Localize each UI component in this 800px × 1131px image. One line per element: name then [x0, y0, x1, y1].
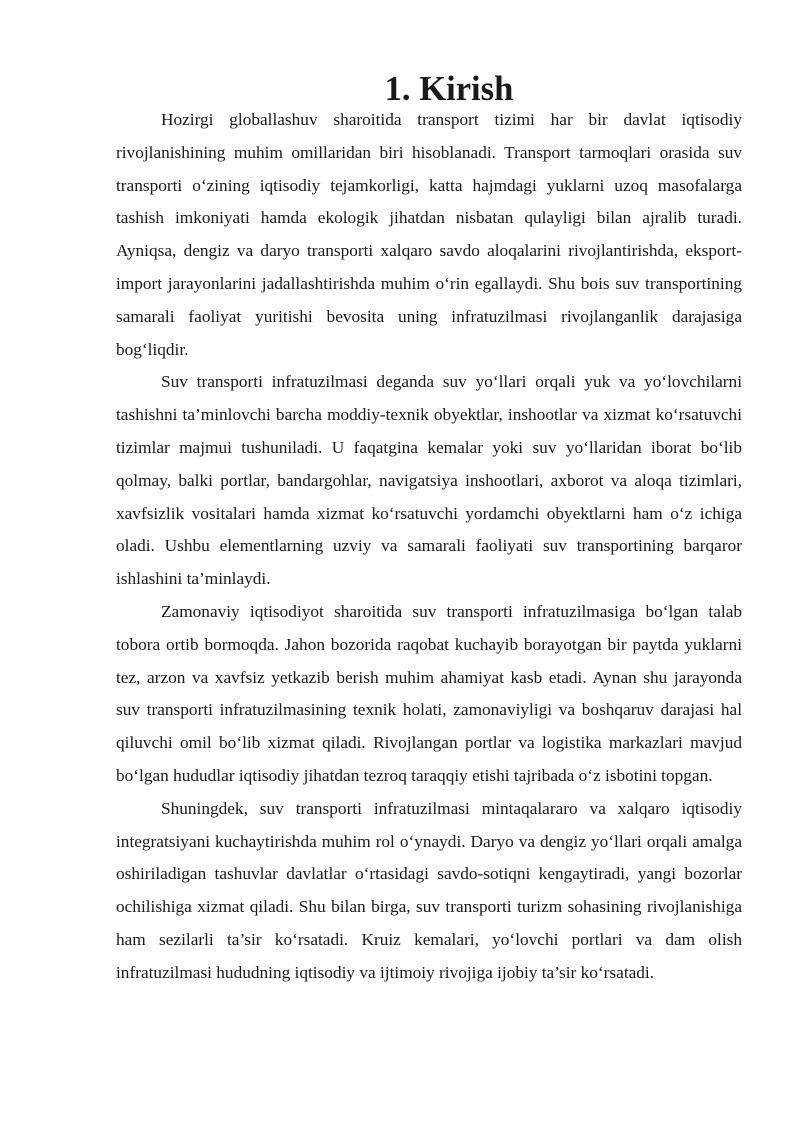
paragraph-1: Hozirgi globallashuv sharoitida transport tizimi har bir davlat iqtisodiy rivojlanishining muhim omillaridan biri hisoblanadi. Transport tarmoqlari orasida suv transporti o‘zining iqtisodiy tejamkorligi, katta hajmdagi yuklarni uzoq masofalarga tashish imkoniyati hamda ekologik jihatdan nisbatan qulayligi bilan ajralib turadi. Ayniqsa, dengiz va daryo transporti xalqaro savdo aloqalarini rivojlantirishda, eksport-import jarayonlarini jadallashtirishda muhim o‘rin egallaydi. Shu bois suv transportining samarali faoliyat yuritishi bevosita uning infratuzilmasi rivojlanganlik darajasiga bog‘liqdir.: [116, 110, 742, 359]
paragraph-4: Shuningdek, suv transporti infratuzilmasi mintaqalararo va xalqaro iqtisodiy integratsiyani kuchaytirishda muhim rol o‘ynaydi. Daryo va dengiz yo‘llari orqali amalga oshiriladigan tashuvlar davlatlar o‘rtasidagi savdo-sotiqni kengaytiradi, yangi bozorlar ochilishiga xizmat qiladi. Shu bilan birga, suv transporti turizm sohasining rivojlanishiga ham sezilarli ta’sir ko‘rsatadi. Kruiz kemalari, yo‘lovchi portlari va dam olish infratuzilmasi hududning iqtisodiy va ijtimoiy rivojiga ijobiy ta’sir ko‘rsatadi.: [116, 798, 742, 982]
section-title: 1. Kirish: [384, 70, 514, 108]
paragraph-3: Zamonaviy iqtisodiyot sharoitida suv transporti infratuzilmasiga bo‘lgan talab tobora ortib bormoqda. Jahon bozorida raqobat kuchayib borayotgan bir paytda yuklarni tez, arzon va xavfsiz yetkazib berish muhim ahamiyat kasb etadi. Aynan shu jarayonda suv transporti infratuzilmasining texnik holati, zamonaviyligi va boshqaruv darajasi hal qiluvchi omil bo‘lib xizmat qiladi. Rivojlangan portlar va logistika markazlari mavjud bo‘lgan hududlar iqtisodiy jihatdan tezroq taraqqiy etishi tajribada o‘z isbotini topgan.: [116, 601, 742, 785]
paragraph-2: Suv transporti infratuzilmasi deganda suv yo‘llari orqali yuk va yo‘lovchilarni tashishni ta’minlovchi barcha moddiy-texnik obyektlar, inshootlar va xizmat ko‘rsatuvchi tizimlar majmui tushuniladi. U faqatgina kemalar yoki suv yo‘llaridan iborat bo‘lib qolmay, balki portlar, bandargohlar, navigatsiya inshootlari, axborot va aloqa tizimlari, xavfsizlik vositalari hamda xizmat ko‘rsatuvchi yordamchi obyektlarni ham o‘z ichiga oladi. Ushbu elementlarning uzviy va samarali faoliyati suv transportining barqaror ishlashini ta’minlaydi.: [116, 372, 742, 589]
document-page: [116, 70, 742, 990]
